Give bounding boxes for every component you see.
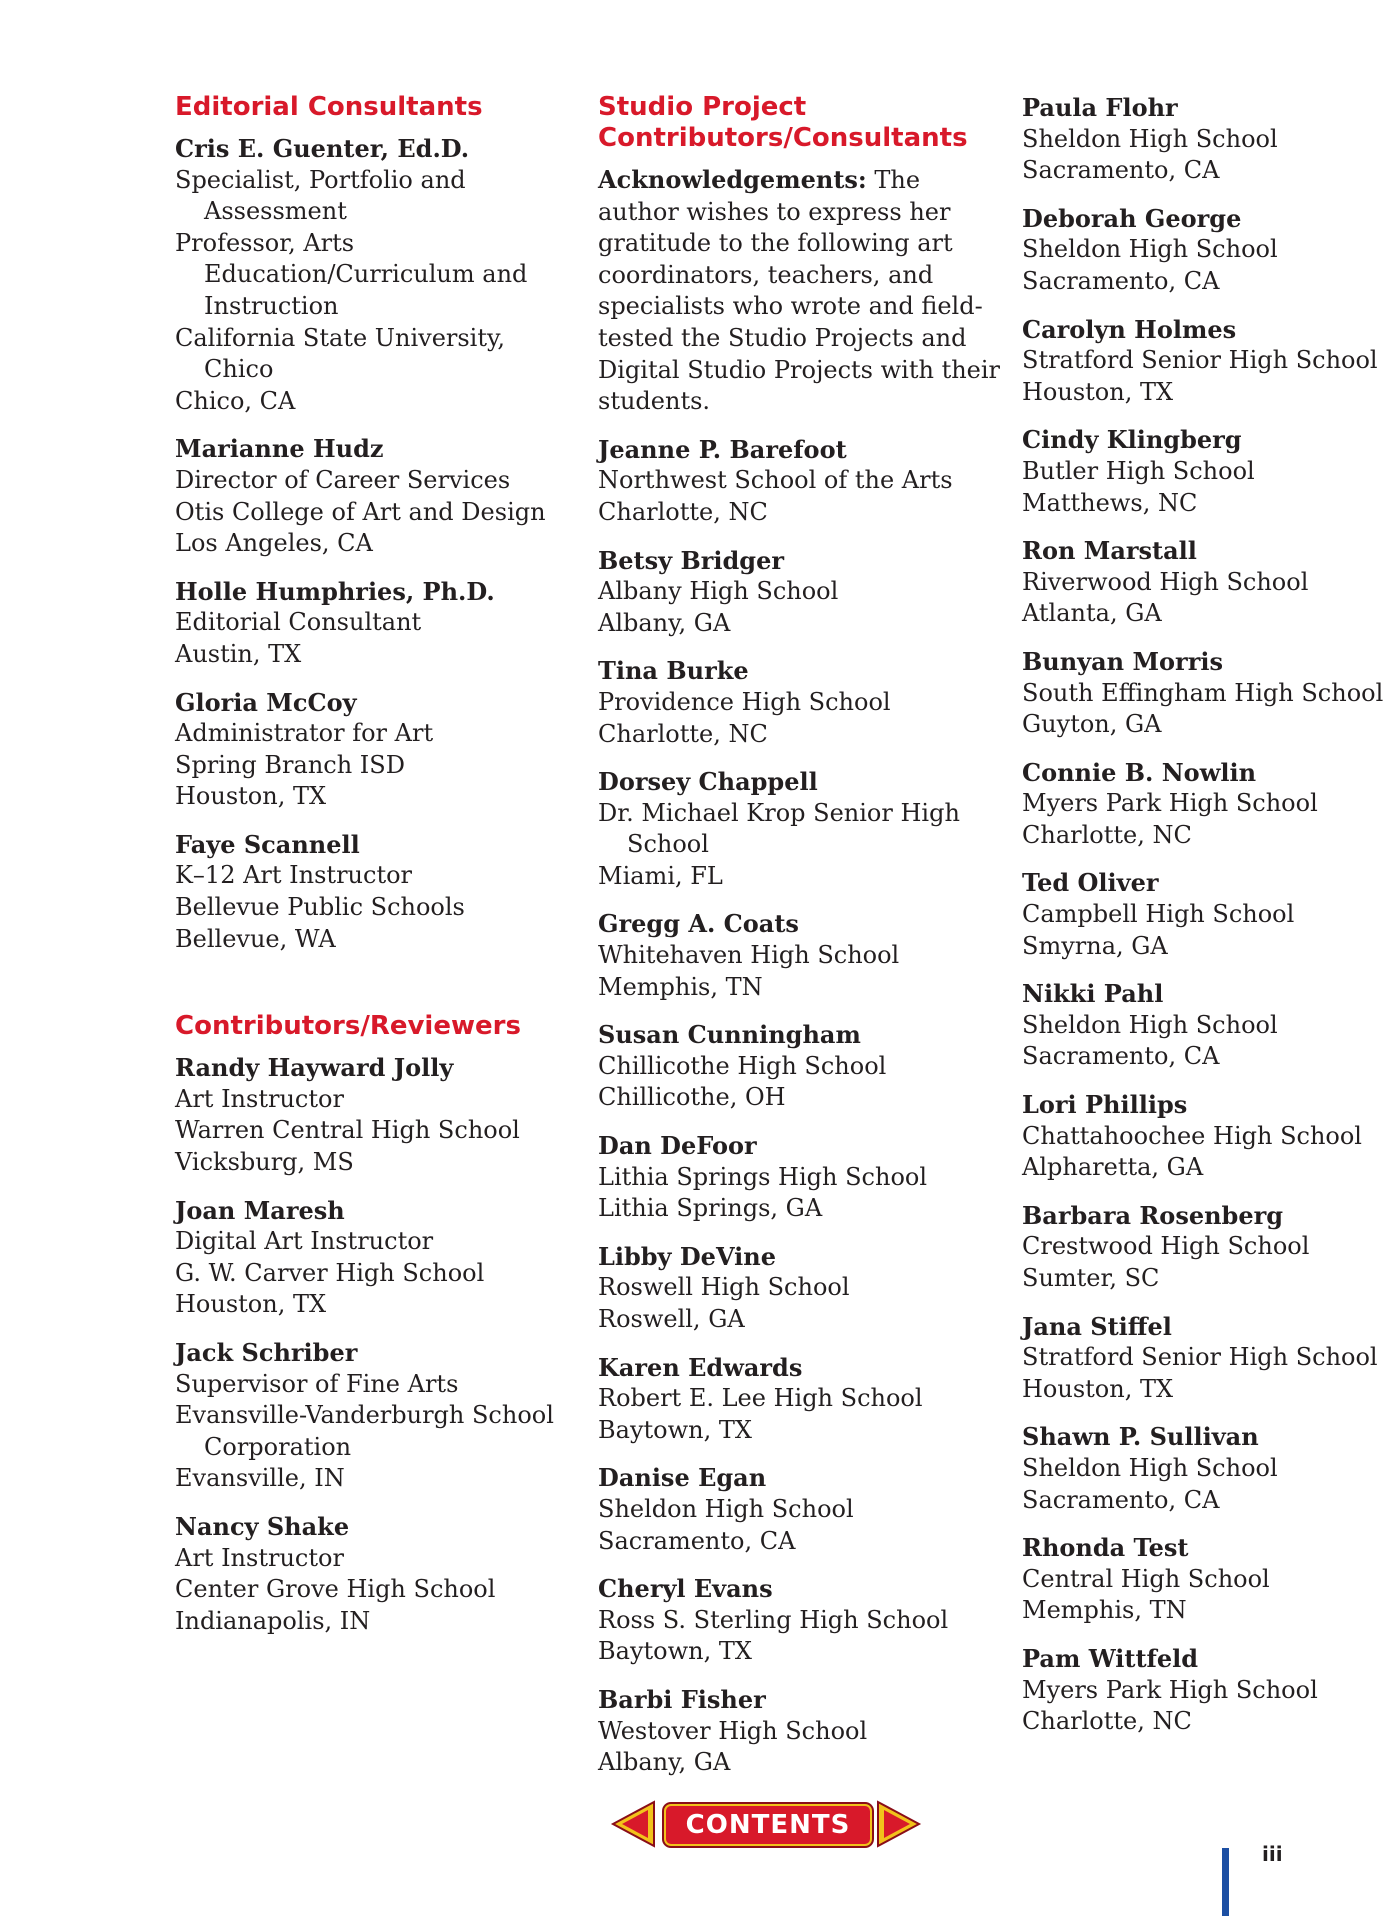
contributor-name: Karen Edwards	[598, 1352, 803, 1382]
contributor-detail: Baytown, TX	[598, 1415, 752, 1444]
contributor-entry	[175, 433, 575, 559]
contributor-detail: Administrator for Art	[175, 719, 434, 748]
contributor-detail: Matthews, NC	[1022, 488, 1198, 517]
contents-navigation	[610, 1800, 922, 1848]
contributor-detail: Dr. Michael Krop Senior High School	[598, 798, 960, 859]
contributor-name: Nikki Pahl	[1022, 979, 1164, 1009]
contributor-detail: Memphis, TN	[1022, 1596, 1187, 1625]
contributor-name: Gregg A. Coats	[598, 909, 799, 939]
contributor-detail: Sacramento, CA	[598, 1526, 796, 1555]
contributor-name: Lori Phillips	[1022, 1090, 1188, 1120]
contributor-detail: Digital Art Instructor	[175, 1227, 434, 1256]
contributor-entry	[598, 1130, 1008, 1225]
contributor-name: Jack Schriber	[175, 1338, 358, 1367]
contributor-detail: Warren Central High School	[175, 1116, 520, 1145]
contributor-name: Barbi Fisher	[598, 1684, 766, 1714]
contributor-detail: Memphis, TN	[598, 972, 763, 1001]
contributor-name: Libby DeVine	[598, 1241, 776, 1271]
contributor-entry	[1022, 646, 1394, 741]
contributor-name: Nancy Shake	[175, 1511, 350, 1541]
contributor-name: Cheryl Evans	[598, 1574, 773, 1604]
contributor-detail: Center Grove High School	[175, 1575, 496, 1604]
contributor-detail: Chillicothe, OH	[598, 1083, 786, 1112]
contributor-detail: Charlotte, NC	[1022, 1707, 1192, 1736]
contributor-detail: Albany, GA	[598, 1748, 731, 1777]
contributor-name: Paula Flohr	[1022, 93, 1178, 122]
contributor-detail: Professor, Arts Education/Curriculum and Instruction	[175, 228, 528, 320]
contributor-detail: Sacramento, CA	[1022, 266, 1220, 295]
contributor-detail: Charlotte, NC	[598, 497, 768, 526]
contributor-name: Susan Cunningham	[598, 1020, 861, 1050]
contributor-entry	[598, 1684, 1008, 1779]
contributor-detail: Sheldon High School	[1022, 1453, 1278, 1482]
contributor-entry	[598, 1462, 1008, 1557]
contributor-detail: Stratford Senior High School	[1022, 1343, 1378, 1372]
contributor-name: Holle Humphries, Ph.D.	[175, 576, 495, 606]
studio-project-heading-line2: Contributors/Consultants	[598, 123, 968, 153]
editorial-consultants-heading: Editorial Consultants	[175, 92, 483, 122]
contributor-detail: Sacramento, CA	[1022, 1042, 1220, 1071]
studio-contributors-list-a	[598, 434, 1008, 1779]
acknowledgements-text: The author wishes to express her gratitude to the following art coordinators, teachers, and specialists who wrote and field-tested the Studio Projects and Digital Studio Projects with their students.	[598, 166, 1001, 416]
column-right	[1022, 92, 1394, 1754]
contributor-detail: Ross S. Sterling High School	[598, 1605, 949, 1634]
contributor-detail: Lithia Springs, GA	[598, 1194, 823, 1223]
contributor-entry	[1022, 867, 1394, 962]
contributor-entry	[175, 1052, 575, 1178]
contributor-name: Dorsey Chappell	[598, 767, 818, 797]
contributor-detail: Art Instructor	[175, 1084, 344, 1113]
column-middle	[598, 92, 1008, 1795]
contributor-entry	[175, 1195, 575, 1321]
contributor-entry	[598, 1241, 1008, 1336]
contributor-name: Bunyan Morris	[1022, 646, 1223, 676]
contributor-entry	[175, 576, 575, 671]
contributor-detail: Art Instructor	[175, 1543, 344, 1572]
contributor-detail: Sheldon High School	[598, 1494, 854, 1523]
arrow-left-icon[interactable]	[610, 1800, 656, 1848]
contributor-detail: G. W. Carver High School	[175, 1258, 485, 1287]
contributor-entry	[1022, 1089, 1394, 1184]
contributor-detail: Miami, FL	[598, 861, 723, 890]
contributor-name: Gloria McCoy	[175, 687, 357, 717]
page-edge-rule	[1222, 1848, 1229, 1916]
contributor-name: Dan DeFoor	[598, 1131, 757, 1161]
contributor-detail: Crestwood High School	[1022, 1232, 1310, 1261]
contributor-detail: Houston, TX	[1022, 377, 1174, 406]
contributor-name: Betsy Bridger	[598, 545, 784, 575]
contributor-detail: Specialist, Portfolio and Assessment	[175, 165, 466, 226]
column-left	[175, 92, 575, 1653]
contributor-entry	[1022, 978, 1394, 1073]
contributor-detail: Evansville-Vanderburgh School Corporation	[175, 1401, 554, 1461]
contributor-detail: Alpharetta, GA	[1022, 1153, 1204, 1182]
contributor-detail: Evansville, IN	[175, 1464, 345, 1493]
contributor-detail: Northwest School of the Arts	[598, 466, 953, 495]
contributor-entry	[598, 655, 1008, 750]
contributor-entry	[1022, 757, 1394, 852]
contributor-entry	[175, 1337, 575, 1495]
acknowledgements-paragraph	[598, 164, 1008, 418]
contributor-entry	[175, 829, 575, 955]
contributor-entry	[175, 1511, 575, 1637]
contributor-detail: Houston, TX	[1022, 1374, 1174, 1403]
contributor-entry	[598, 1573, 1008, 1668]
contributor-detail: Central High School	[1022, 1564, 1270, 1593]
contributor-name: Rhonda Test	[1022, 1533, 1189, 1563]
contributor-name: Faye Scannell	[175, 829, 360, 859]
acknowledgements-label: Acknowledgements:	[598, 165, 867, 194]
contributor-entry	[1022, 1643, 1394, 1738]
contributor-entry	[175, 133, 575, 417]
contributor-detail: Austin, TX	[175, 639, 302, 668]
contributor-detail: Director of Career Services	[175, 465, 511, 494]
contributor-entry	[1022, 314, 1394, 409]
contributor-detail: Roswell, GA	[598, 1305, 745, 1333]
contributor-detail: Chillicothe High School	[598, 1051, 887, 1080]
contributor-detail: Campbell High School	[1022, 900, 1295, 929]
contributor-detail: Robert E. Lee High School	[598, 1384, 923, 1413]
contributor-entry	[598, 434, 1008, 529]
contributor-detail: Albany High School	[598, 577, 839, 606]
contributor-detail: Westover High School	[598, 1716, 868, 1745]
contributor-detail: Chico, CA	[175, 386, 296, 415]
contributor-entry	[598, 766, 1008, 892]
contributor-detail: Whitehaven High School	[598, 941, 900, 970]
contributor-detail: Houston, TX	[175, 782, 327, 811]
contributor-detail: Sacramento, CA	[1022, 1485, 1220, 1514]
contributor-entry	[598, 908, 1008, 1003]
contributor-name: Ted Oliver	[1022, 868, 1159, 898]
contributor-detail: Charlotte, NC	[1022, 820, 1192, 849]
contributor-name: Randy Hayward Jolly	[175, 1053, 454, 1083]
contributor-detail: California State University, Chico	[175, 323, 505, 384]
studio-project-heading-line1: Studio Project	[598, 92, 807, 122]
page-number: iii	[1262, 1842, 1283, 1866]
contributor-detail: Supervisor of Fine Arts	[175, 1369, 459, 1398]
contributor-detail: Smyrna, GA	[1022, 931, 1168, 960]
contributor-detail: Sheldon High School	[1022, 235, 1278, 264]
contributor-detail: Vicksburg, MS	[175, 1148, 354, 1177]
contributor-detail: Stratford Senior High School	[1022, 346, 1378, 375]
contributor-name: Carolyn Holmes	[1022, 314, 1237, 344]
contributor-detail: Riverwood High School	[1022, 567, 1309, 596]
contributor-detail: Myers Park High School	[1022, 789, 1318, 818]
contributor-detail: Myers Park High School	[1022, 1675, 1318, 1704]
contributor-detail: Editorial Consultant	[175, 608, 422, 637]
contributor-detail: Bellevue Public Schools	[175, 893, 465, 922]
contributor-name: Jeanne P. Barefoot	[598, 434, 847, 464]
contributor-name: Jana Stiffel	[1022, 1311, 1172, 1341]
contributor-entry	[598, 1352, 1008, 1447]
contributor-name: Barbara Rosenberg	[1022, 1200, 1284, 1230]
contributor-entry	[1022, 1311, 1394, 1406]
contributor-entry	[1022, 1200, 1394, 1295]
contributor-entry	[598, 545, 1008, 640]
contributor-detail: Guyton, GA	[1022, 710, 1162, 739]
contributor-name: Deborah George	[1022, 203, 1242, 233]
contributor-entry	[1022, 535, 1394, 630]
editorial-consultants-list	[175, 133, 575, 955]
contributor-detail: Indianapolis, IN	[175, 1606, 371, 1635]
studio-contributors-list-b	[1022, 92, 1394, 1738]
contributor-name: Tina Burke	[598, 656, 749, 686]
contributor-name: Pam Wittfeld	[1022, 1643, 1199, 1673]
contributor-detail: Bellevue, WA	[175, 924, 336, 953]
contributor-detail: Lithia Springs High School	[598, 1162, 928, 1191]
contributor-name: Ron Marstall	[1022, 536, 1197, 566]
contributor-name: Joan Maresh	[175, 1195, 345, 1225]
contributor-detail: Houston, TX	[175, 1290, 327, 1319]
contributor-detail: K–12 Art Instructor	[175, 861, 413, 890]
contributor-entry	[1022, 1421, 1394, 1516]
contributor-name: Connie B. Nowlin	[1022, 757, 1257, 787]
contributor-detail: Los Angeles, CA	[175, 529, 373, 558]
contributors-reviewers-heading: Contributors/Reviewers	[175, 1011, 521, 1042]
contributor-name: Danise Egan	[598, 1463, 767, 1493]
contributor-name: Shawn P. Sullivan	[1022, 1422, 1259, 1452]
contributor-detail: Sheldon High School	[1022, 124, 1278, 153]
contributors-reviewers-list	[175, 1052, 575, 1637]
contributor-name: Cris E. Guenter, Ed.D.	[175, 134, 470, 163]
contents-button[interactable]: CONTENTS	[664, 1804, 872, 1846]
arrow-right-icon[interactable]	[876, 1800, 922, 1848]
contributor-name: Cindy Klingberg	[1022, 425, 1242, 455]
contributor-detail: Roswell High School	[598, 1273, 850, 1302]
contributor-detail: Butler High School	[1022, 456, 1255, 485]
contributor-detail: Chattahoochee High School	[1022, 1121, 1362, 1150]
contributor-entry	[1022, 424, 1394, 519]
contributor-detail: Atlanta, GA	[1022, 599, 1162, 628]
contributor-detail: Otis College of Art and Design	[175, 497, 546, 526]
contributor-detail: Spring Branch ISD	[175, 750, 405, 779]
contributor-detail: Sheldon High School	[1022, 1010, 1278, 1039]
contributor-detail: Providence High School	[598, 687, 891, 716]
contributor-entry	[1022, 1532, 1394, 1627]
contributor-detail: Sumter, SC	[1022, 1264, 1160, 1292]
contributor-detail: Baytown, TX	[598, 1637, 752, 1666]
contributor-entry	[175, 687, 575, 813]
contributor-detail: Sacramento, CA	[1022, 156, 1220, 185]
contributor-detail: Albany, GA	[598, 608, 731, 637]
contributor-entry	[1022, 92, 1394, 187]
contributor-entry	[1022, 203, 1394, 298]
contributor-detail: Charlotte, NC	[598, 719, 768, 748]
contributor-entry	[598, 1019, 1008, 1114]
contributor-name: Marianne Hudz	[175, 434, 384, 464]
contributor-detail: South Effingham High School	[1022, 678, 1384, 707]
